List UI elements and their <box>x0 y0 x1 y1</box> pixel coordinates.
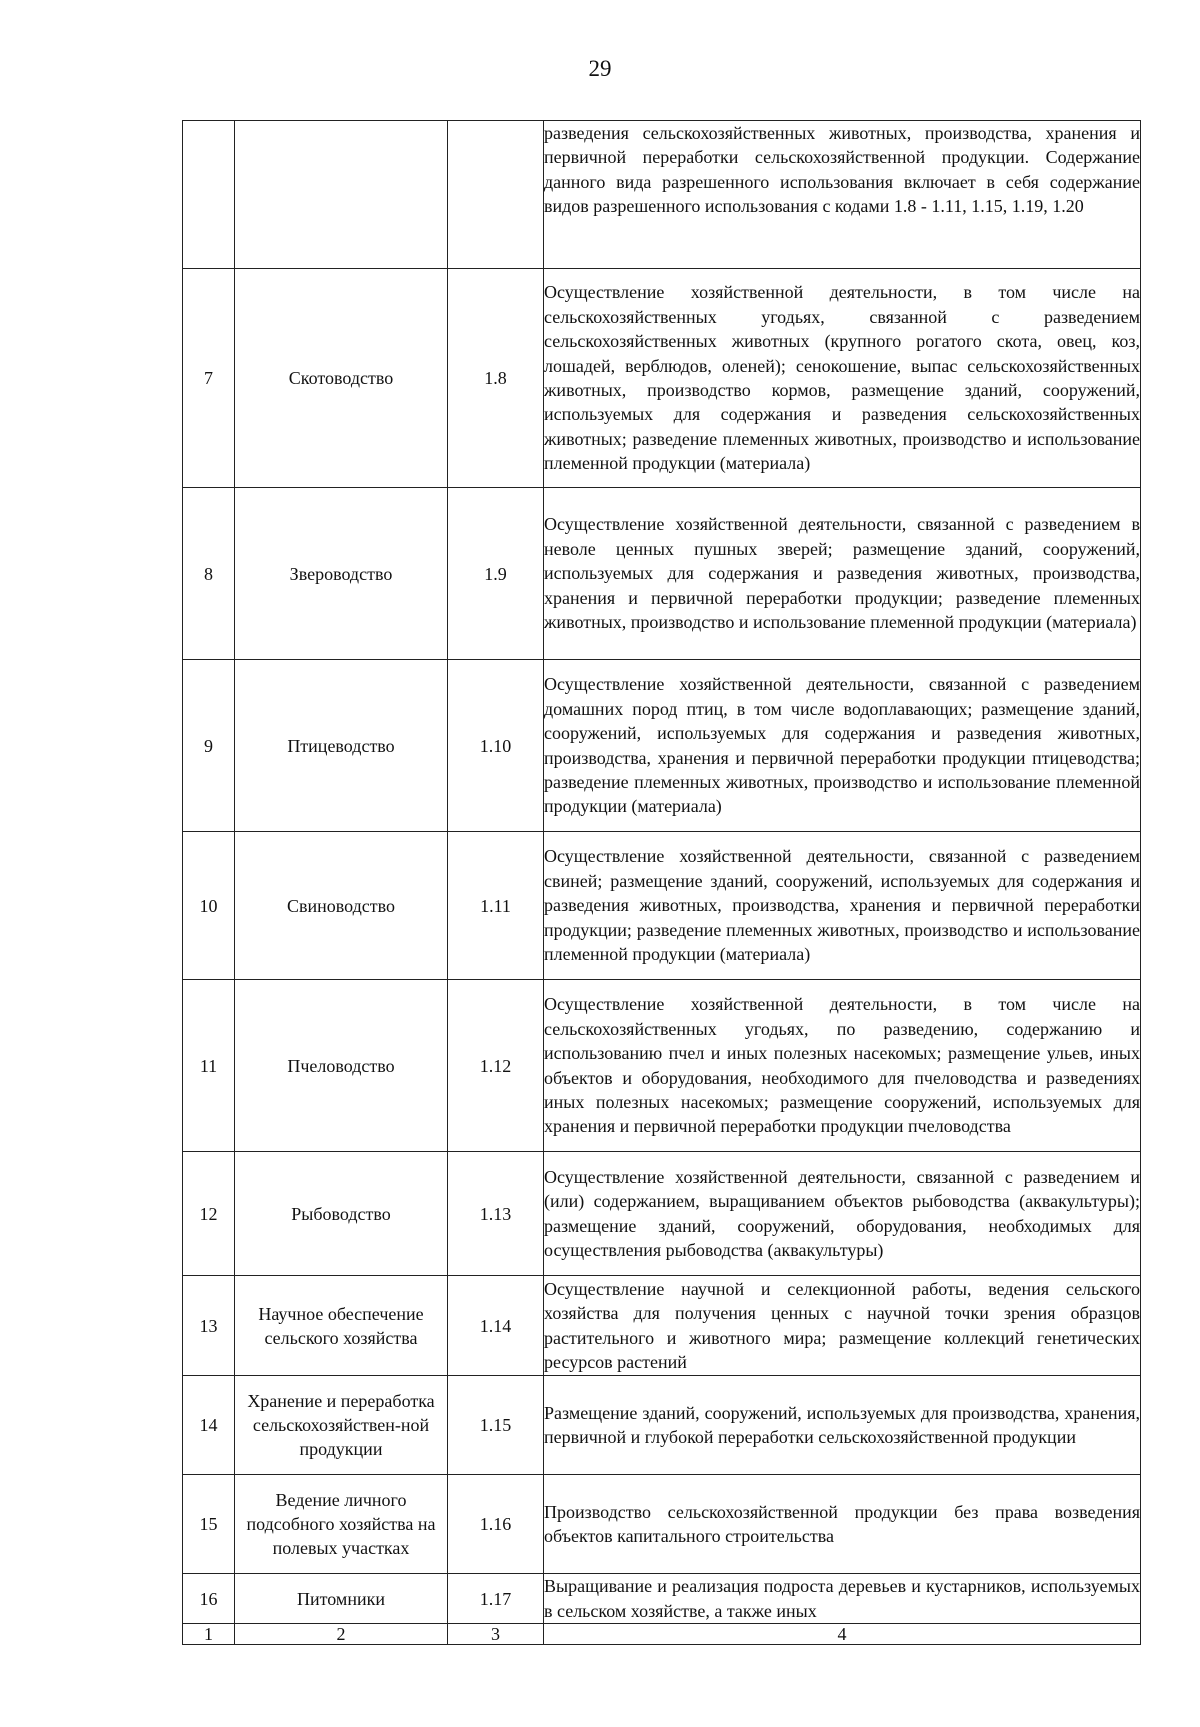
cell-description: разведения сельскохозяйственных животных, производства, хранения и первичной переработки сельскохозяйственной продукции. Содержание данного вида разрешенного использования включает в себя содержание видов разрешенного использования с кодами 1.8 - 1.11, 1.15, 1.19, 1.20 <box>544 121 1141 269</box>
table-row <box>183 832 1141 980</box>
table-row <box>183 1475 1141 1574</box>
column-number: 4 <box>544 1624 1141 1645</box>
cell-num: 7 <box>183 269 235 488</box>
table-row-continuation <box>183 121 1141 269</box>
cell-code: 1.15 <box>448 1376 544 1475</box>
cell-name: Рыбоводство <box>235 1152 448 1276</box>
cell-num: 10 <box>183 832 235 980</box>
cell-num <box>183 121 235 269</box>
table-row <box>183 269 1141 488</box>
cell-code: 1.11 <box>448 832 544 980</box>
cell-description: Производство сельскохозяйственной продукции без права возведения объектов капитального строительства <box>544 1475 1141 1574</box>
cell-description: Осуществление хозяйственной деятельности, связанной с разведением домашних пород птиц, в том числе водоплавающих; размещение зданий, сооружений, используемых для содержания и разведения животных, производства, хранения и первичной переработки продукции птицеводства; разведение племенных животных, производство и использование племенной продукции (материала) <box>544 660 1141 832</box>
table-row <box>183 1276 1141 1376</box>
cell-num: 8 <box>183 488 235 660</box>
cell-description: Осуществление хозяйственной деятельности, в том числе на сельскохозяйственных угодьях, по разведению, содержанию и использованию пчел и иных полезных насекомых; размещение ульев, иных объектов и оборудования, необходимого для пчеловодства и разведениях иных полезных насекомых; размещение сооружений, используемых для хранения и первичной переработки продукции пчеловодства <box>544 980 1141 1152</box>
cell-description: Осуществление хозяйственной деятельности, связанной с разведением в неволе ценных пушных зверей; размещение зданий, сооружений, используемых для содержания и разведения животных, производства, хранения и первичной переработки продукции; разведение племенных животных, производство и использование племенной продукции (материала) <box>544 488 1141 660</box>
cell-code: 1.16 <box>448 1475 544 1574</box>
cell-description: Осуществление научной и селекционной работы, ведения сельского хозяйства для получения ценных с научной точки зрения образцов растительного и животного мира; размещение коллекций генетических ресурсов растений <box>544 1276 1141 1376</box>
cell-description: Осуществление хозяйственной деятельности, в том числе на сельскохозяйственных угодьях, связанной с разведением сельскохозяйственных животных (крупного рогатого скота, овец, коз, лошадей, верблюдов, оленей); сенокошение, выпас сельскохозяйственных животных, производство кормов, размещение зданий, сооружений, используемых для содержания и разведения сельскохозяйственных животных; разведение племенных животных, производство и использование племенной продукции (материала) <box>544 269 1141 488</box>
cell-num: 13 <box>183 1276 235 1376</box>
cell-code: 1.13 <box>448 1152 544 1276</box>
land-use-table <box>182 120 1141 1645</box>
cell-description: Осуществление хозяйственной деятельности, связанной с разведением и (или) содержанием, выращиванием объектов рыбоводства (аквакультуры); размещение зданий, сооружений, оборудования, необходимых для осуществления рыбоводства (аквакультуры) <box>544 1152 1141 1276</box>
cell-description: Размещение зданий, сооружений, используемых для производства, хранения, первичной и глубокой переработки сельскохозяйственной продукции <box>544 1376 1141 1475</box>
cell-name: Звероводство <box>235 488 448 660</box>
cell-code: 1.12 <box>448 980 544 1152</box>
cell-code <box>448 121 544 269</box>
table-row <box>183 1376 1141 1475</box>
cell-name: Свиноводство <box>235 832 448 980</box>
cell-description: Осуществление хозяйственной деятельности, связанной с разведением свиней; размещение зданий, сооружений, используемых для содержания и разведения животных, производства, хранения и первичной переработки продукции; разведение племенных животных, производство и использование племенной продукции (материала) <box>544 832 1141 980</box>
table-row <box>183 660 1141 832</box>
cell-name: Скотоводство <box>235 269 448 488</box>
cell-name: Пчеловодство <box>235 980 448 1152</box>
cell-name: Питомники <box>235 1574 448 1624</box>
page-number: 29 <box>588 56 612 81</box>
cell-num: 14 <box>183 1376 235 1475</box>
cell-code: 1.14 <box>448 1276 544 1376</box>
cell-num: 11 <box>183 980 235 1152</box>
cell-name: Хранение и переработка сельскохозяйствен-ной продукции <box>235 1376 448 1475</box>
cell-code: 1.17 <box>448 1574 544 1624</box>
table-row <box>183 1574 1141 1624</box>
cell-description: Выращивание и реализация подроста деревьев и кустарников, используемых в сельском хозяйстве, а также иных <box>544 1574 1141 1624</box>
cell-name <box>235 121 448 269</box>
table-row <box>183 980 1141 1152</box>
cell-name: Ведение личного подсобного хозяйства на полевых участках <box>235 1475 448 1574</box>
column-number-row <box>183 1624 1141 1645</box>
column-number: 1 <box>183 1624 235 1645</box>
cell-num: 9 <box>183 660 235 832</box>
cell-code: 1.10 <box>448 660 544 832</box>
column-number: 2 <box>235 1624 448 1645</box>
cell-code: 1.8 <box>448 269 544 488</box>
column-number: 3 <box>448 1624 544 1645</box>
cell-num: 16 <box>183 1574 235 1624</box>
cell-name: Научное обеспечение сельского хозяйства <box>235 1276 448 1376</box>
cell-code: 1.9 <box>448 488 544 660</box>
table-row <box>183 488 1141 660</box>
table-row <box>183 1152 1141 1276</box>
cell-name: Птицеводство <box>235 660 448 832</box>
cell-num: 12 <box>183 1152 235 1276</box>
cell-num: 15 <box>183 1475 235 1574</box>
